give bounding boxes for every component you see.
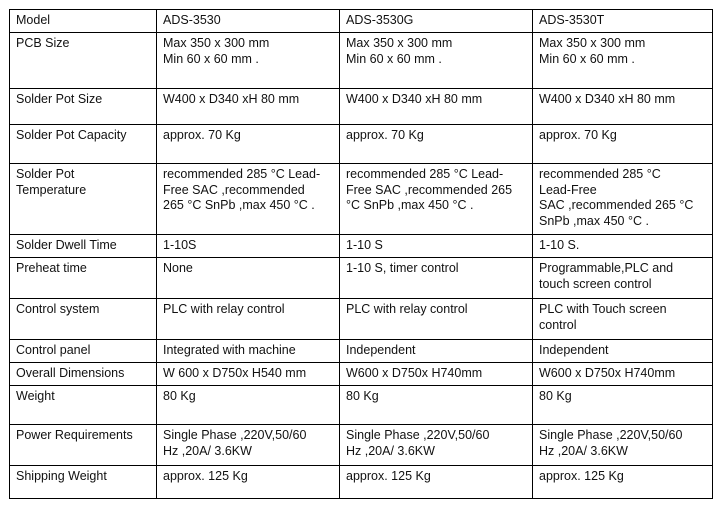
row-label: PCB Size <box>10 33 157 89</box>
table-cell: W600 x D750x H740mm <box>340 363 533 386</box>
row-label: Weight <box>10 386 157 425</box>
row-label: Power Requirements <box>10 425 157 466</box>
table-cell: Independent <box>340 340 533 363</box>
table-row <box>10 235 713 258</box>
header-cell-ads-3530t: ADS-3530T <box>533 10 713 33</box>
row-label: Shipping Weight <box>10 466 157 499</box>
table-header-row <box>10 10 713 33</box>
table-row <box>10 258 713 299</box>
row-label: Solder Pot Capacity <box>10 125 157 164</box>
header-cell-model: Model <box>10 10 157 33</box>
table-cell: Single Phase ,220V,50/60 Hz ,20A/ 3.6KW <box>340 425 533 466</box>
table-cell: 80 Kg <box>340 386 533 425</box>
table-cell: 1-10 S <box>340 235 533 258</box>
table-cell: approx. 125 Kg <box>340 466 533 499</box>
table-cell: W600 x D750x H740mm <box>533 363 713 386</box>
table-row <box>10 386 713 425</box>
table-cell: Single Phase ,220V,50/60 Hz ,20A/ 3.6KW <box>157 425 340 466</box>
table-cell: PLC with Touch screen control <box>533 299 713 340</box>
table-cell: W400 x D340 xH 80 mm <box>340 89 533 125</box>
table-cell: PLC with relay control <box>157 299 340 340</box>
table-row <box>10 299 713 340</box>
table-cell: approx. 70 Kg <box>340 125 533 164</box>
table-cell: None <box>157 258 340 299</box>
row-label: Preheat time <box>10 258 157 299</box>
table-cell: 80 Kg <box>533 386 713 425</box>
header-cell-ads-3530g: ADS-3530G <box>340 10 533 33</box>
row-label: Solder Pot Size <box>10 89 157 125</box>
table-cell: W400 x D340 xH 80 mm <box>533 89 713 125</box>
row-label: Control system <box>10 299 157 340</box>
table-cell: 1-10 S, timer control <box>340 258 533 299</box>
table-cell: Single Phase ,220V,50/60 Hz ,20A/ 3.6KW <box>533 425 713 466</box>
table-row <box>10 466 713 499</box>
row-label: Overall Dimensions <box>10 363 157 386</box>
row-label: Solder Pot Temperature <box>10 164 157 235</box>
table-cell: Max 350 x 300 mm Min 60 x 60 mm . <box>157 33 340 89</box>
table-row <box>10 425 713 466</box>
row-label: Solder Dwell Time <box>10 235 157 258</box>
table-cell: recommended 285 °C Lead-Free SAC ,recommended 265 °C SnPb ,max 450 °C . <box>533 164 713 235</box>
table-row <box>10 33 713 89</box>
table-cell: approx. 125 Kg <box>157 466 340 499</box>
table-row <box>10 164 713 235</box>
table-cell: Independent <box>533 340 713 363</box>
table-cell: approx. 125 Kg <box>533 466 713 499</box>
table-cell: recommended 285 °C Lead- Free SAC ,recommended 265 °C SnPb ,max 450 °C . <box>157 164 340 235</box>
table-cell: approx. 70 Kg <box>157 125 340 164</box>
table-row <box>10 89 713 125</box>
table-row <box>10 125 713 164</box>
table-cell: Max 350 x 300 mm Min 60 x 60 mm . <box>533 33 713 89</box>
table-cell: PLC with relay control <box>340 299 533 340</box>
table-cell: 1-10S <box>157 235 340 258</box>
table-cell: W400 x D340 xH 80 mm <box>157 89 340 125</box>
table-cell: 1-10 S. <box>533 235 713 258</box>
header-cell-ads-3530: ADS-3530 <box>157 10 340 33</box>
table-cell: Max 350 x 300 mm Min 60 x 60 mm . <box>340 33 533 89</box>
row-label: Control panel <box>10 340 157 363</box>
table-cell: 80 Kg <box>157 386 340 425</box>
table-cell: recommended 285 °C Lead- Free SAC ,recommended 265 °C SnPb ,max 450 °C . <box>340 164 533 235</box>
table-row <box>10 363 713 386</box>
table-cell: Programmable,PLC and touch screen control <box>533 258 713 299</box>
table-cell: Integrated with machine <box>157 340 340 363</box>
table-cell: approx. 70 Kg <box>533 125 713 164</box>
spec-table <box>9 9 713 499</box>
table-cell: W 600 x D750x H540 mm <box>157 363 340 386</box>
table-row <box>10 340 713 363</box>
